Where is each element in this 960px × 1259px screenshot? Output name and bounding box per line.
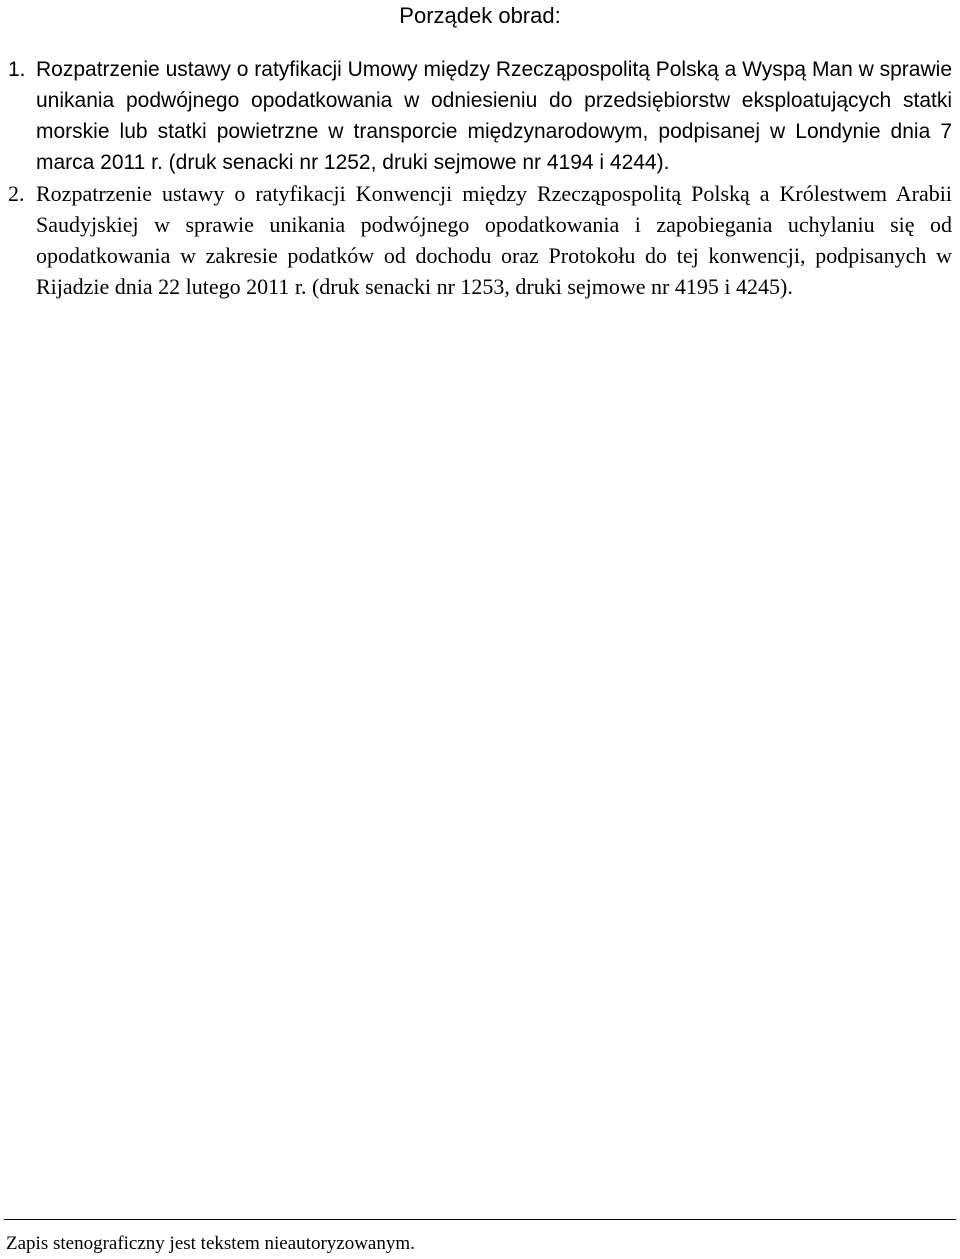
agenda-item-text: Rozpatrzenie ustawy o ratyfikacji Konwencji między Rzecząpospolitą Polską a Królestwem Arabii Saudyjskiej w sprawie unikania podwójnego opodatkowania i zapobiegania uchylaniu się od opodatkowania w zakresie podatków od dochodu oraz Protokołu do tej konwencji, podpisanych w Rijadzie dnia 22 lutego 2011 r. (druk senacki nr 1253, druki sejmowe nr 4195 i 4245). bbox=[36, 181, 952, 299]
footer-divider bbox=[4, 1219, 956, 1220]
agenda-item-2 bbox=[8, 178, 952, 302]
agenda-list bbox=[8, 54, 952, 302]
agenda-item-number: 1. bbox=[8, 58, 26, 81]
agenda-item-text: Rozpatrzenie ustawy o ratyfikacji Umowy między Rzecząpospolitą Polską a Wyspą Man w sprawie unikania podwójnego opodatkowania w odniesieniu do przedsiębiorstw eksploatujących statki morskie lub statki powietrzne w transporcie międzynarodowym, podpisanej w Londynie dnia 7 marca 2011 r. (druk senacki nr 1252, druki sejmowe nr 4194 i 4244). bbox=[36, 58, 952, 174]
agenda-item-number: 2. bbox=[8, 181, 25, 206]
footer-note: Zapis stenograficzny jest tekstem nieautoryzowanym. bbox=[6, 1233, 415, 1254]
agenda-item-1 bbox=[8, 54, 952, 178]
page-title: Porządek obrad: bbox=[399, 3, 561, 28]
